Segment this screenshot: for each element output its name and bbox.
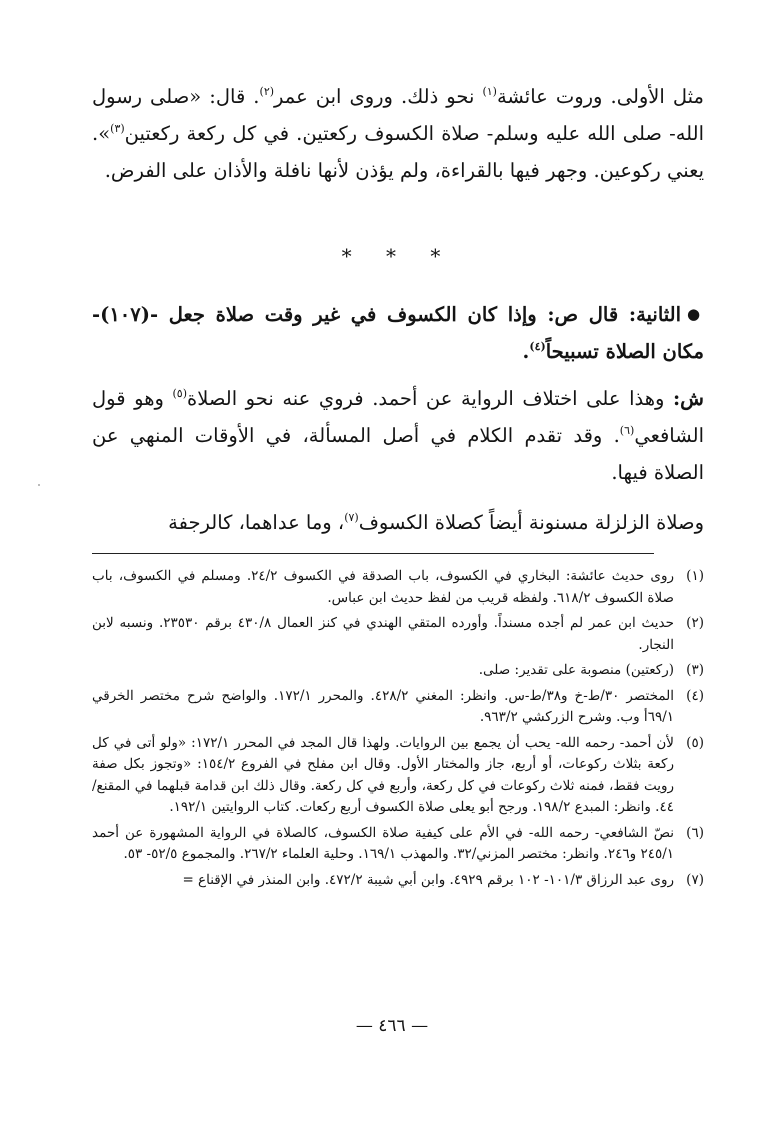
text-run: ، وما عداهما، كالرجفة [168, 511, 345, 534]
footnote [92, 613, 704, 656]
footnote-number: (١) [686, 568, 704, 584]
footnote-number: (٦) [686, 824, 704, 841]
section-heading [92, 296, 704, 370]
text-run: : قال ص: وإذا كان الكسوف في غير وقت صلاة جعل -(١٠٧)- مكان الصلاة تسبيحاً [92, 303, 704, 363]
footnote-text: نصّ الشافعي- رحمه الله- في الأم على كيفية صلاة الكسوف، كالصلاة في الرواية المشهورة عن أحمد ٢٤٥/١ و٢٤٦. وانظر: مختصر المزني/٣٢. والمهذب ١٦٩/١. وحلية العلماء ٢٦٧/٢. والمجموع ٥٢/٥- ٥٣. [92, 824, 674, 862]
paragraph-1 [92, 78, 704, 189]
heading-label: الثانية [636, 303, 682, 326]
footnote [92, 660, 704, 682]
text-run: مثل الأولى. وروت عائشة [496, 85, 704, 108]
section-divider: * * * [341, 244, 455, 268]
scan-speck [38, 484, 40, 486]
footnote-ref: (٧) [344, 511, 359, 524]
text-run: نحو ذلك. وروى ابن عمر [274, 85, 483, 108]
text-run: . [522, 340, 530, 363]
footnote-number: (٤) [686, 687, 704, 704]
paragraph-2 [92, 380, 704, 491]
commentary-marker: ش: [672, 387, 704, 410]
text-run: . وقد تقدم الكلام في أصل المسألة، في الأوقات المنهي عن الصلاة فيها. [92, 424, 704, 484]
footnote-ref: (٣) [110, 122, 125, 135]
footnote [92, 823, 704, 866]
footnote-ref: (٥) [172, 387, 187, 400]
footnote-number: (٢) [686, 615, 704, 631]
text-run: وهذا على اختلاف الرواية عن أحمد. فروي عنه نحو الصلاة [186, 387, 673, 410]
footnote-ref: (٦) [619, 424, 635, 437]
footnote-ref: (١) [482, 85, 497, 98]
text-run: وصلاة الزلزلة مسنونة أيضاً كصلاة الكسوف [358, 511, 704, 534]
text-run: وهو قول الشافعي [92, 387, 704, 447]
footnote-text: لأن أحمد- رحمه الله- يحب أن يجمع بين الروايات. ولهذا قال المجد في المحرر ١٧٢/١: «ولو أتى في كل ركعة بثلاث ركوعات، أو أربع، جاز والمختار الأول. وقال ابن مفلح في الفروع ١٥٤/٢: «وتجوز بكل صفة رويت فقط، فمنه ثلاث ركوعات في كل ركعة، وأربع في كل ركعة. وقال ذلك ابن قدامة قبلهما في المقنع/٤٤. وانظر: المبدع ١٩٨/٢. ورجح أبو يعلى صلاة الكسوف أربع ركعات. كتاب الروايتين ١٩٢/١. [92, 734, 675, 815]
footnote [92, 566, 704, 609]
page-number: — ٤٦٦ — [355, 1016, 429, 1036]
footnote-text: روى عبد الرزاق ١٠١/٣- ١٠٢ برقم ٤٩٢٩. وابن أبي شيبة ٤٧٢/٢. وابن المنذر في الإقناع = [182, 871, 674, 888]
footnote-text: (ركعتين) منصوبة على تقدير: صلى. [478, 662, 674, 678]
text-run: . قال: «صلى رسول الله- صلى الله عليه وسلم- صلاة الكسوف ركعتين. في كل ركعة ركعتين [92, 85, 704, 145]
footnote [92, 870, 704, 892]
footnote [92, 733, 704, 819]
footnote-number: (٧) [686, 871, 704, 888]
footnote-number: (٣) [686, 662, 704, 678]
footnote-separator [92, 553, 654, 554]
footnote-text: حديث ابن عمر لم أجده مسنداً. وأورده المتقي الهندي في كنز العمال ٤٣٠/٨ برقم ٢٣٥٣٠. ونسبه لابن النجار. [92, 615, 674, 653]
footnote [92, 686, 704, 729]
footnote-text: روى حديث عائشة: البخاري في الكسوف، باب الصدقة في الكسوف ٢٤/٢. ومسلم في الكسوف، باب صلاة الكسوف ٦١٨/٢. ولفظه قريب من لفظ حديث ابن عباس. [92, 568, 674, 606]
bullet-icon: ● [687, 305, 704, 323]
footnote-text: المختصر ٣٠/ط-خ و٣٨/ط-س. وانظر: المغني ٤٢٨/٢. والمحرر ١٧٢/١. والواضح شرح مختصر الخرقي ٦٩/١أ وب. وشرح الزركشي ٩٦٣/٢. [92, 687, 674, 725]
footnote-number: (٥) [686, 734, 704, 751]
footnotes [92, 566, 704, 895]
footnote-ref: (٤) [529, 340, 546, 353]
footnote-ref: (٢) [259, 85, 275, 98]
text-run: ». يعني ركوعين. وجهر فيها بالقراءة، ولم يؤذن لأنها نافلة والأذان على الفرض. [92, 122, 704, 182]
paragraph-3 [92, 504, 704, 541]
